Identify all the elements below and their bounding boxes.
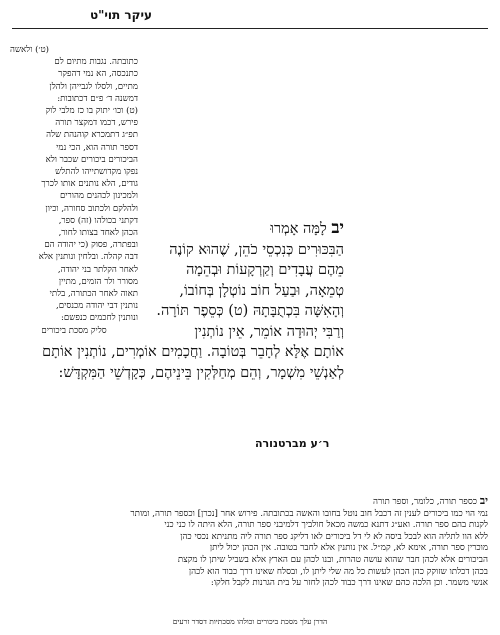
side-note-line: מתיים, ולסלו לגבייהן ולהלן [49,81,138,92]
mishnah-line: וְרַבִּי יְהוּדָה אוֹמֵר, אֵין נוֹתְנִין [194,323,344,340]
side-note-line: דספר תורה הוא, הכי נמי [56,142,138,153]
side-note-line: תפ״ג דתמכרא קוהנהת שלה [46,130,138,141]
commentary-text [12,495,488,590]
mishnah-number: יב [331,218,344,238]
side-note-footer: סליק מסכת ביכורים [41,325,107,336]
side-note-line: לאחר הקלתר בני יהודה, [57,264,138,275]
side-note-line: דמשנה ד׳ פ״ם דכתובות: [57,93,138,104]
side-note-line: ולמכינון לכהנים מהורים [59,191,138,202]
side-note-line: ונותנין לחכמים כנפשם: [61,313,138,324]
header-rule [12,28,488,29]
side-note-line: ובפתרה, פסוק (כי יהודה הם [44,240,138,251]
side-note-line: הכהן לאחד בצותו לחור, [58,228,138,239]
page-footer: הדרן עלך מסכת ביכורים וכולהו מסכתיות דסדר זרעים [172,617,328,626]
side-note-line: נפקו מקדושתייהו להתלש [55,167,138,178]
side-note-line: דבה קהלה. ובלחין ונותנין אלא [38,252,138,263]
mishnah-heading [14,218,344,240]
running-head: עיקר תוי"ט [89,8,152,22]
side-note-line: תאוה לאחר הכתורה, בלתי [49,289,138,300]
mishnah-line: הַבִּכּוּרִים כְּנִכְסֵי כֹהֵן, שֶׁהוּא קוֹנֶה [169,241,344,258]
mishnah-line: וְהָאִשָּׁה בִּכְתֻבָּתָהּ (ט) כְּסֵפֶר תּוֹרָה. [156,303,344,319]
page-header [0,8,500,38]
side-note-line: כתובתה. נגבות מתיום לם [54,57,138,68]
commentary-title: ר׳ע מברטנורה [255,437,330,450]
side-note-line: מסורר ולר הזמים, מתיין [58,276,138,287]
mishnah-line: טְמֵאָה, וּבַעַל חוֹב נוֹטְלָן בְּחוֹבוֹ, [179,282,344,299]
commentary-line: הביכורים אלא לכהן חבר שהוא עושה טהרות, ובנו לכהן עם הארץ אלא בשביל שיתן לו מקצת [177,554,488,565]
commentary-line: מוכרין ספר תורה, אימא לא, קמ״ל. אין נותנין אלא לחבר בטובה. אין הכהן יכול ליתן [209,543,488,554]
side-note-line: (ט) וכו׳ יתוק בו כז מלבי לוק [45,106,138,117]
mishnah-text [14,218,344,383]
side-note-line: כתנכסה, הא נמי דהפקר [58,69,138,80]
mishnah-line: מֵהֶם עֲבָדִים וְקַרְקָעוֹת וּבְהֵמָה [186,262,344,278]
commentary-line: לקנות בהם ספר תורה. ואע״ג דתנא כמשה מכאל חולביך דלמיבני ספר תורה, הלא היתה לו כני כני [164,520,488,531]
mishnah-line: אוֹתָם אֶלָּא לְחָבֵר בְּטוֹבָה. וַחֲכָמִים אוֹמְרִים, נוֹתְנִין אוֹתָם [42,344,344,360]
commentary-opening: כספר תורה, כלומר, וספר תורה [372,497,478,507]
side-note-line: הביכורים ביכורים שכבר ולא [45,154,138,165]
side-note-line: דקתני בכולהו (זה) ספר, [58,215,138,226]
side-note-line: ולהלקם ולכתוב סחורה, וכיון [45,203,138,214]
mishnah-opening: לָמָּה אָמְרוּ [270,221,327,237]
side-note-line: פירש, דכמו דמקצר תורה [55,118,138,129]
commentary-line: ללא הוו לתליה הוא לבכל ביסה לא לי דל ביכורים לאו דליקנ ספר תורה ליה מתניתא נכסי כהן [180,531,488,542]
commentary-line: בכהן דכלתו שזוקק כהן הכהן לעשות כל מה שלי ליתן לו, ובסלח שאינו דרך כבוד הוא לכהן [188,566,488,577]
commentary-number: יב [479,494,488,507]
side-note-line: גודים, הלא נותנים אותו לכרך [41,179,138,190]
side-note-marker: (ט׳) ולאשה [10,45,50,55]
mishnah-line: לְאַנְשֵׁי מִשְׁמָר, וְהֵם מְחַלְּקִין בֵּינֵיהֶם, כְּקָדְשֵׁי הַמִּקְדָּשׁ: [58,364,344,381]
commentary-line: נמי הוי כמו ביכורים לענין זה דכבל חוב נוטל בחובו והאשה בכתובתה. פירוש אחר [נכרן] וכספר תורה, ומותר [130,508,488,519]
commentary-line: אנשי משמר. וכן הלכה כהם שאינו דרך כבוד לכהן לחזר על בית הגרנות לקבל חלקו: [210,578,488,589]
side-note-line: נותנין דבי יהודה מכנסים, [56,301,138,312]
commentary-heading [12,495,488,509]
